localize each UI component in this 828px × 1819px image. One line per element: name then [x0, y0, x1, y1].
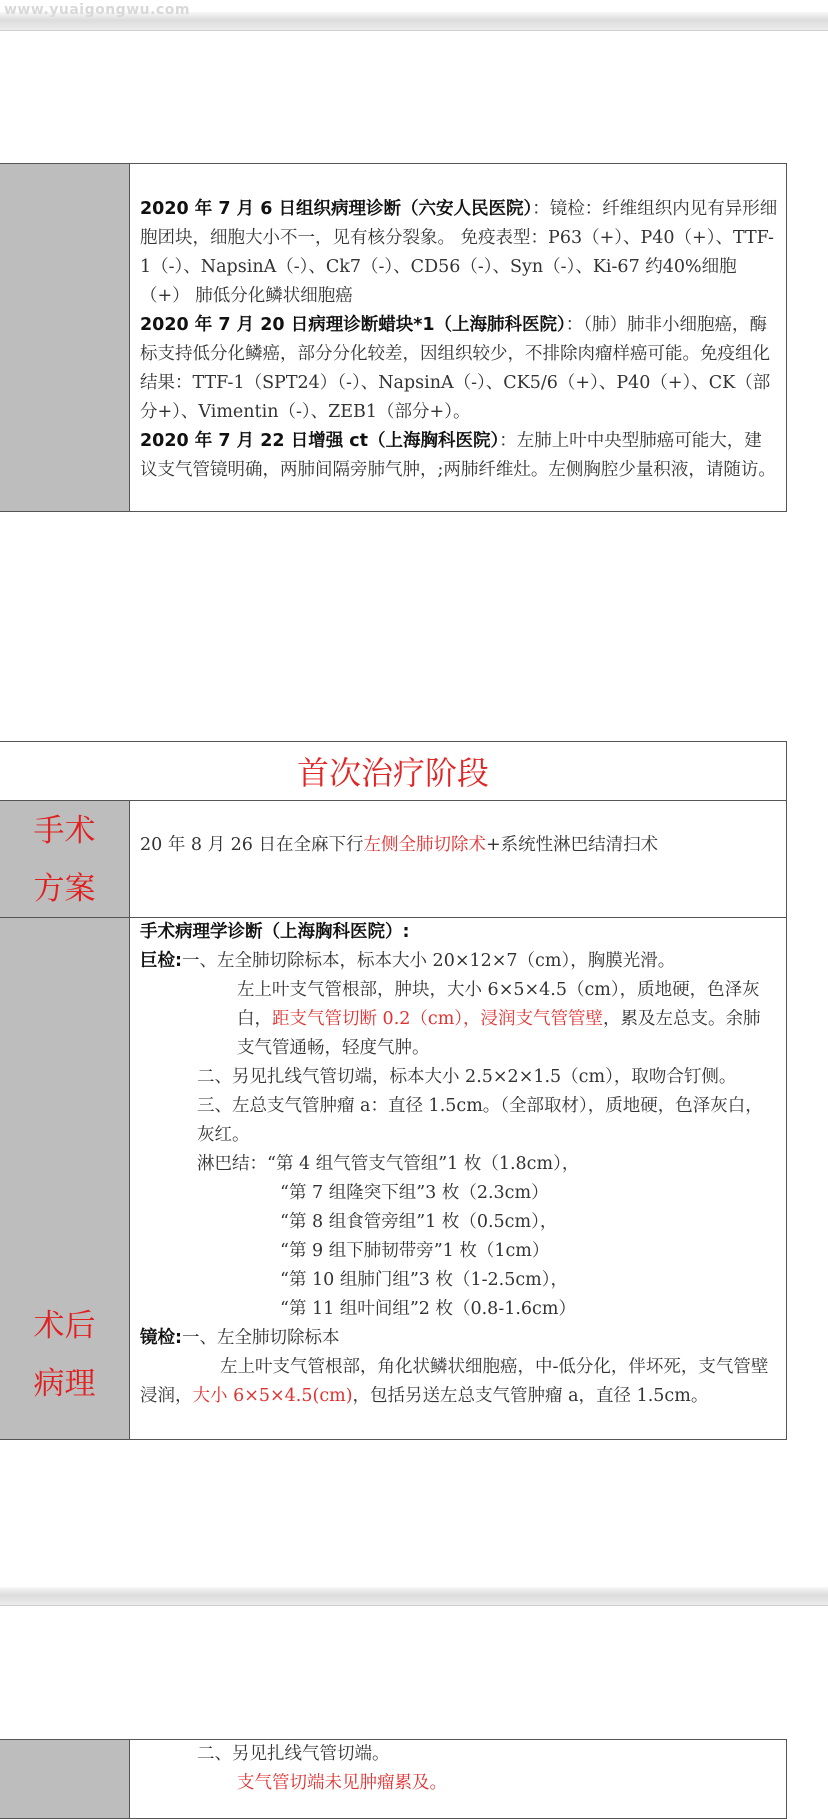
- history-paragraph-1: 2020 年 7 月 6 日组织病理诊断（六安人民医院）：镜检：纤维组织内见有异形细胞团块，细胞大小不一，见有核分裂象。 免疫表型：P63（+）、P40（+）、TTF-1（-）、NapsinA（-）、Ck7（-）、CD56（-）、Syn（-）、Ki-67 约40%细胞（+） 肺低分化鳞状细胞癌: [140, 199, 778, 306]
- continuation-content: 二、另见扎线气管切端。 支气管切端未见肿瘤累及。: [197, 1744, 447, 1793]
- tumor-size: 大小 6×5×4.5(cm): [192, 1386, 353, 1406]
- pathology-label-2: 病理: [33, 1366, 96, 1402]
- section-title: 首次治疗阶段: [0, 742, 786, 801]
- history-paragraph-3: 2020 年 7 月 22 日增强 ct（上海胸科医院）：左肺上叶中央型肺癌可能大，建议支气管镜明确，两肺间隔旁肺气肿，;两肺纤维灶。左侧胸腔少量积液，请随访。: [140, 431, 776, 480]
- surgery-label-1: 手术: [33, 813, 96, 849]
- continuation-table: [0, 1739, 787, 1819]
- history-table: [0, 163, 787, 512]
- surgery-plan: 20 年 8 月 26 日在全麻下行左侧全肺切除术+系统性淋巴结清扫术: [140, 835, 659, 855]
- lymph-item: “第 9 组下肺韧带旁”1 枚（1cm）: [280, 1241, 550, 1261]
- history-content: [140, 195, 778, 485]
- pathology-label-1: 术后: [33, 1308, 96, 1344]
- history-side-column: [0, 164, 130, 511]
- margin-finding: 距支气管切断 0.2（cm），浸润支气管管壁: [272, 1009, 604, 1029]
- lymph-item: “第 10 组肺门组”3 枚（1-2.5cm），: [280, 1270, 569, 1290]
- continuation-side-column: [0, 1740, 130, 1818]
- lymph-item: “第 8 组食管旁组”1 枚（0.5cm），: [280, 1212, 558, 1232]
- page-break-bottom: [0, 1587, 828, 1606]
- surgery-procedure: 左侧全肺切除术: [363, 835, 486, 855]
- surgery-label-2: 方案: [33, 871, 96, 907]
- treatment-table: [0, 741, 787, 1440]
- history-paragraph-2: 2020 年 7 月 20 日病理诊断蜡块*1（上海肺科医院）：（肺）肺非小细胞癌，酶标支持低分化鳞癌，部分分化较差，因组织较少，不排除肉瘤样癌可能。免疫组化结果：TTF-1（SPT24）（-）、NapsinA（-）、CK5/6（+）、P40（+）、CK（部分+）、Vimentin（-）、ZEB1（部分+）。: [140, 315, 771, 422]
- lymph-item: “第 11 组叶间组”2 枚（0.8-1.6cm）: [280, 1299, 576, 1319]
- pathology-title: 手术病理学诊断（上海胸科医院）:: [140, 922, 410, 942]
- pathology-content: 手术病理学诊断（上海胸科医院）: 巨检:一、左全肺切除标本，标本大小 20×12×7（cm），胸膜光滑。 左上叶支气管根部，肿块，大小 6×5×4.5（cm），质地硬，色泽灰白，距支气管切断 0.2（cm），浸润支气管管壁，累及左总支。余肺支气管通畅，轻度气肿。 二、另见扎线气管切端，标本大小 2.5×2×1.5（cm），取吻合钉侧。 三、左总支气管肿瘤 a：直径 1.5cm。（全部取材），质地硬，色泽灰白，灰红。 淋巴结：“第 4 组气管支气管组”1 枚（1.8cm）， “第 7 组隆突下组”3 枚（2.3cm） “第 8 组食管旁组”1 枚（0.5cm）， “第 9 组下肺韧带旁”1 枚（1cm） “第 10 组肺门组”3 枚（1-2.5cm）， “第 11 组叶间组”2 枚（0.8-1.6cm） 镜检:一、左全肺切除标本 左上叶支气管根部，角化状鳞状细胞癌，中-低分化，伴坏死，支气管壁浸润，大小 6×5×4.5(cm)，包括另送左总支气管肿瘤 a，直径 1.5cm。: [140, 918, 778, 1411]
- lymph-item: “第 7 组隆突下组”3 枚（2.3cm）: [280, 1183, 549, 1203]
- watermark: www.yuaigongwu.com: [4, 2, 190, 18]
